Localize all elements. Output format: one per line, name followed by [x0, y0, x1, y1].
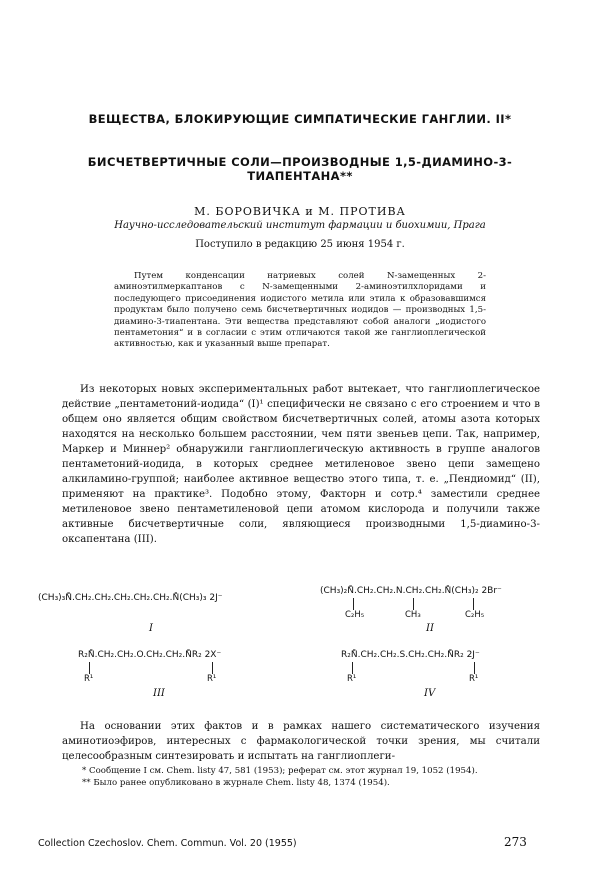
formula-2-substituent-2: CH₃ [405, 610, 421, 620]
formula-4: R₂N̊.CH₂.CH₂.S.CH₂.CH₂.N̊R₂ 2J⁻ [341, 650, 480, 660]
abstract: Путем конденсации натриевых солей N-замещенных 2-аминоэтилмеркаптанов с N-замещенными 2-аминоэтилхлоридами и последующего присоединения иодистого метила или этила к образовавшимся продуктам было получено семь бисчетвертичных иодидов — производных 1,5-диамино-3-тиапентана. Эти вещества представляют собой аналоги „иодистого пентаметония“ и в согласии с этим отличаются такой же ганглиоплегической активностью, как и указанный выше препарат. [114, 271, 486, 350]
authors: М. БОРОВИЧКА и М. ПРОТИВА [194, 205, 406, 218]
formula-2-bond-3 [473, 598, 474, 610]
formula-1: (CH₃)₃N̊.CH₂.CH₂.CH₂.CH₂.CH₂.N̊(CH₃)₃ 2J⁻ [38, 593, 223, 603]
article-title: ВЕЩЕСТВА, БЛОКИРУЮЩИЕ СИМПАТИЧЕСКИЕ ГАНГЛИИ. II* [88, 112, 512, 126]
formula-1-label: I [149, 623, 153, 634]
formula-4-bond-1 [352, 662, 353, 674]
affiliation: Научно-исследовательский институт фармации и биохимии, Прага [114, 220, 486, 231]
page-number: 273 [504, 835, 527, 849]
formula-2-substituent-1: C₂H₅ [345, 610, 365, 620]
formula-2-label: II [426, 623, 434, 634]
article-subtitle: БИСЧЕТВЕРТИЧНЫЕ СОЛИ—ПРОИЗВОДНЫЕ 1,5-ДИАМИНО-3-ТИАПЕНТАНА** [87, 155, 513, 183]
body-paragraph-1: Из некоторых новых экспериментальных работ вытекает, что ганглиоплегическое действие „пентаметоний-иодида“ (I)¹ специфически не связано с его строением и что в общем оно является общим свойством бисчетвертичных солей, атомы азота которых находятся на несколько большем расстоянии, чем пяти звеньев цепи. Так, например, Маркер и Миннер² обнаружили ганглиоплегическую активность в группе аналогов пентаметоний-иодида, в которых среднее метиленовое звено цепи замещено алкиламино-группой; наиболее активное вещество этого типа, т. е. „Пендиомид“ (II), применяют на практике³. Подобно этому, Факторн и сотр.⁴ заместили среднее метиленовое звено пентаметиленовой цепи атомом кислорода и получили также активные бисчетвертичные соли, являющиеся производными 1,5-диамино-3-оксапентана (III). [62, 384, 540, 545]
formula-3-label: III [153, 688, 165, 699]
formula-2: (CH₃)₂N̊.CH₂.CH₂.N.CH₂.CH₂.N̊(CH₃)₂ 2Br⁻ [320, 586, 502, 596]
formula-2-bond-2 [413, 598, 414, 610]
formula-2-substituent-3: C₂H₅ [465, 610, 485, 620]
journal-reference: Collection Czechoslov. Chem. Commun. Vol. 20 (1955) [38, 838, 297, 849]
formula-3-bond-2 [212, 662, 213, 674]
footnote-2: ** Было ранее опубликовано в журнале Chem. listy 48, 1374 (1954). [82, 778, 390, 788]
formula-3-substituent-2: R¹ [207, 674, 217, 684]
formula-4-substituent-2: R¹ [469, 674, 479, 684]
formula-4-substituent-1: R¹ [347, 674, 357, 684]
formula-3: R₂N̊.CH₂.CH₂.O.CH₂.CH₂.N̊R₂ 2X⁻ [78, 650, 222, 660]
received-date: Поступило в редакцию 25 июня 1954 г. [195, 239, 405, 250]
formula-4-bond-2 [474, 662, 475, 674]
body-paragraph-2: На основании этих фактов и в рамках нашего систематического изучения аминотиоэфиров, интересных с фармакологической точки зрения, мы считали целесообразным синтезировать и испытать на ганглиоплеги- [62, 721, 540, 762]
footnote-1: * Сообщение I см. Chem. listy 47, 581 (1953); реферат см. этот журнал 19, 1052 (1954). [82, 766, 478, 776]
formula-4-label: IV [424, 688, 436, 699]
formula-3-substituent-1: R¹ [84, 674, 94, 684]
formula-3-bond-1 [89, 662, 90, 674]
footnotes [82, 765, 542, 789]
formula-2-bond-1 [353, 598, 354, 610]
